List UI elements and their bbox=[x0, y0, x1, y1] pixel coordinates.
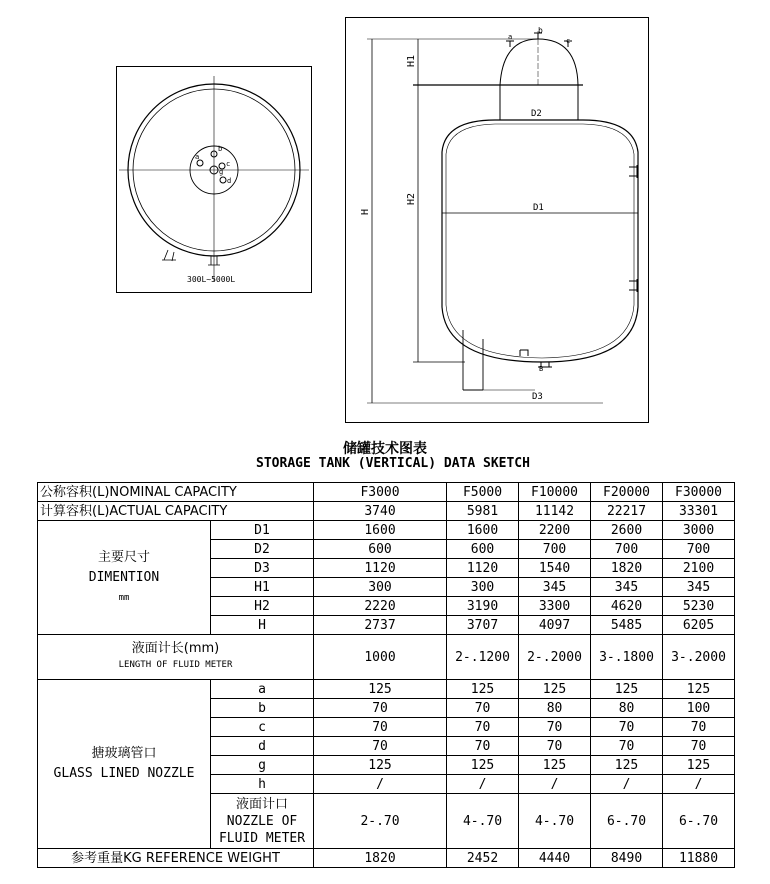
nozzle-value: 125 bbox=[519, 756, 591, 775]
dimension-name: H1 bbox=[211, 578, 314, 597]
dimension-value: 1820 bbox=[591, 559, 663, 578]
fluid-meter-en: LENGTH OF FLUID METER bbox=[118, 660, 233, 670]
label-a: a bbox=[508, 33, 513, 41]
dimension-value: 5230 bbox=[663, 597, 735, 616]
nominal-label: 公称容积(L)NOMINAL CAPACITY bbox=[38, 483, 314, 502]
support-leg bbox=[463, 330, 483, 390]
row-fluid-meter-length bbox=[38, 635, 735, 680]
side-nozzle-upper bbox=[629, 165, 637, 178]
dimension-value: 345 bbox=[591, 578, 663, 597]
weight-value: 1820 bbox=[314, 849, 447, 868]
nozzle-value: 125 bbox=[663, 756, 735, 775]
nozzle-label-c: c bbox=[226, 160, 231, 168]
dimension-value: 1600 bbox=[447, 521, 519, 540]
dimension-name: D3 bbox=[211, 559, 314, 578]
nozzle-value: 70 bbox=[314, 718, 447, 737]
dimension-value: 300 bbox=[447, 578, 519, 597]
dimension-value: 600 bbox=[314, 540, 447, 559]
title-english: STORAGE TANK (VERTICAL) DATA SKETCH bbox=[256, 456, 530, 471]
nozzle-value: 70 bbox=[314, 699, 447, 718]
nozzle-value: 100 bbox=[663, 699, 735, 718]
nozzle-label-b: b bbox=[218, 145, 223, 153]
nozzle-name: g bbox=[211, 756, 314, 775]
dimension-value: 2100 bbox=[663, 559, 735, 578]
manhole-dome bbox=[500, 39, 578, 85]
weight-value: 8490 bbox=[591, 849, 663, 868]
actual-value: 3740 bbox=[314, 502, 447, 521]
meter-nozzle-value: 6-.70 bbox=[591, 794, 663, 849]
nozzle-group-label bbox=[38, 680, 211, 849]
meter-nozzle-value: 4-.70 bbox=[519, 794, 591, 849]
label-d2: D2 bbox=[531, 109, 542, 119]
nozzle-name: h bbox=[211, 775, 314, 794]
actual-value: 22217 bbox=[591, 502, 663, 521]
meter-nozzle-value: 6-.70 bbox=[663, 794, 735, 849]
nozzle-value: 70 bbox=[447, 737, 519, 756]
dimension-value: 4620 bbox=[591, 597, 663, 616]
label-h1: H1 bbox=[406, 54, 417, 67]
plan-view-drawing bbox=[116, 66, 312, 293]
nominal-value: F30000 bbox=[663, 483, 735, 502]
dimension-value: 345 bbox=[663, 578, 735, 597]
row-actual-capacity bbox=[38, 502, 735, 521]
fluid-meter-value: 1000 bbox=[314, 635, 447, 680]
nozzle-value: 125 bbox=[447, 756, 519, 775]
dimension-value: 1120 bbox=[447, 559, 519, 578]
label-b: b bbox=[538, 26, 543, 35]
dimension-value: 6205 bbox=[663, 616, 735, 635]
dimension-value: 300 bbox=[314, 578, 447, 597]
nozzle-value: / bbox=[591, 775, 663, 794]
actual-value: 33301 bbox=[663, 502, 735, 521]
nozzle-value: 125 bbox=[314, 756, 447, 775]
meter-nozzle-value: 2-.70 bbox=[314, 794, 447, 849]
nozzle-value: 70 bbox=[447, 699, 519, 718]
nozzle-value: 125 bbox=[591, 680, 663, 699]
nozzle-value: / bbox=[519, 775, 591, 794]
actual-label: 计算容积(L)ACTUAL CAPACITY bbox=[38, 502, 314, 521]
nozzle-value: 70 bbox=[519, 737, 591, 756]
dimension-value: 3707 bbox=[447, 616, 519, 635]
weight-value: 11880 bbox=[663, 849, 735, 868]
nozzle-name: b bbox=[211, 699, 314, 718]
nozzle-value: / bbox=[314, 775, 447, 794]
nozzle-value: 125 bbox=[519, 680, 591, 699]
nozzle-group-en: GLASS LINED NOZZLE bbox=[53, 766, 195, 781]
nozzle-group-cn: 搪玻璃管口 bbox=[91, 746, 157, 761]
weight-value: 2452 bbox=[447, 849, 519, 868]
meter-nozzle-label bbox=[211, 794, 314, 849]
dimension-value: 4097 bbox=[519, 616, 591, 635]
meter-nozzle-value: 4-.70 bbox=[447, 794, 519, 849]
dimension-value: 2600 bbox=[591, 521, 663, 540]
elevation-view-drawing bbox=[345, 17, 649, 423]
nozzle-value: 70 bbox=[591, 737, 663, 756]
fluid-meter-value: 2-.1200 bbox=[447, 635, 519, 680]
dimension-group-unit: mm bbox=[118, 592, 130, 603]
meter-nozzle-en2: FLUID METER bbox=[218, 830, 306, 846]
dimension-value: 1600 bbox=[314, 521, 447, 540]
label-d3: D3 bbox=[532, 392, 543, 402]
dimension-value: 600 bbox=[447, 540, 519, 559]
nominal-value: F3000 bbox=[314, 483, 447, 502]
nominal-value: F5000 bbox=[447, 483, 519, 502]
actual-value: 5981 bbox=[447, 502, 519, 521]
spec-table bbox=[37, 482, 735, 868]
dimension-group-en: DIMENTION bbox=[88, 569, 160, 585]
label-c: c bbox=[566, 37, 571, 45]
dimension-value: 700 bbox=[663, 540, 735, 559]
row-nozzle bbox=[38, 680, 735, 699]
dimension-value: 5485 bbox=[591, 616, 663, 635]
fluid-meter-value: 2-.2000 bbox=[519, 635, 591, 680]
weight-label: 参考重量KG REFERENCE WEIGHT bbox=[38, 849, 314, 868]
dimension-value: 3000 bbox=[663, 521, 735, 540]
nozzle-value: 70 bbox=[447, 718, 519, 737]
dimension-name: D1 bbox=[211, 521, 314, 540]
nozzle-value: 70 bbox=[519, 718, 591, 737]
weight-value: 4440 bbox=[519, 849, 591, 868]
dimension-value: 1120 bbox=[314, 559, 447, 578]
meter-nozzle-en1: NOZZLE OF bbox=[226, 813, 298, 829]
dimension-value: 1540 bbox=[519, 559, 591, 578]
dimension-name: H bbox=[211, 616, 314, 635]
plan-leg-left bbox=[162, 250, 176, 261]
nozzle-value: 70 bbox=[591, 718, 663, 737]
nominal-value: F10000 bbox=[519, 483, 591, 502]
label-bottom: B bbox=[539, 365, 544, 373]
label-h2: H2 bbox=[406, 192, 417, 205]
fluid-meter-cn: 液面计长(mm) bbox=[131, 641, 220, 656]
dimension-group-label bbox=[38, 521, 211, 635]
fluid-meter-value: 3-.2000 bbox=[663, 635, 735, 680]
nozzle-value: / bbox=[447, 775, 519, 794]
nozzle-value: 125 bbox=[663, 680, 735, 699]
nozzle-value: 125 bbox=[314, 680, 447, 699]
nozzle-value: 80 bbox=[591, 699, 663, 718]
nozzle-value: 125 bbox=[447, 680, 519, 699]
nozzle-value: 70 bbox=[314, 737, 447, 756]
title-chinese: 储罐技术图表 bbox=[343, 441, 427, 457]
label-h: H bbox=[360, 208, 371, 215]
vessel-shell bbox=[442, 120, 638, 362]
row-reference-weight bbox=[38, 849, 735, 868]
nominal-value: F20000 bbox=[591, 483, 663, 502]
dimension-value: 2220 bbox=[314, 597, 447, 616]
dimension-value: 3300 bbox=[519, 597, 591, 616]
nozzle-label-g: g bbox=[219, 168, 224, 176]
nozzle-value: 125 bbox=[591, 756, 663, 775]
dimension-name: H2 bbox=[211, 597, 314, 616]
actual-value: 11142 bbox=[519, 502, 591, 521]
nozzle-label-a: a bbox=[195, 153, 200, 161]
nozzle-value: 70 bbox=[663, 737, 735, 756]
label-d1: D1 bbox=[533, 203, 544, 213]
row-nominal-capacity bbox=[38, 483, 735, 502]
nozzle-name: c bbox=[211, 718, 314, 737]
nozzle-name: d bbox=[211, 737, 314, 756]
nozzle-value: 70 bbox=[663, 718, 735, 737]
fluid-meter-value: 3-.1800 bbox=[591, 635, 663, 680]
fluid-meter-label bbox=[38, 635, 314, 680]
row-dimension bbox=[38, 521, 735, 540]
nozzle-value: 80 bbox=[519, 699, 591, 718]
plan-caption: 300L~5000L bbox=[187, 275, 236, 284]
nozzle-name: a bbox=[211, 680, 314, 699]
nozzle-d-mark bbox=[220, 177, 226, 183]
dimension-value: 3190 bbox=[447, 597, 519, 616]
dimension-value: 2737 bbox=[314, 616, 447, 635]
dimension-name: D2 bbox=[211, 540, 314, 559]
dimension-group-cn: 主要尺寸 bbox=[97, 549, 150, 565]
meter-nozzle-cn: 液面计口 bbox=[236, 796, 289, 812]
nozzle-value: / bbox=[663, 775, 735, 794]
dimension-value: 2200 bbox=[519, 521, 591, 540]
dimension-value: 700 bbox=[519, 540, 591, 559]
nozzle-label-d: d bbox=[227, 177, 232, 185]
side-nozzle-lower bbox=[629, 279, 637, 292]
dimension-value: 700 bbox=[591, 540, 663, 559]
dimension-value: 345 bbox=[519, 578, 591, 597]
